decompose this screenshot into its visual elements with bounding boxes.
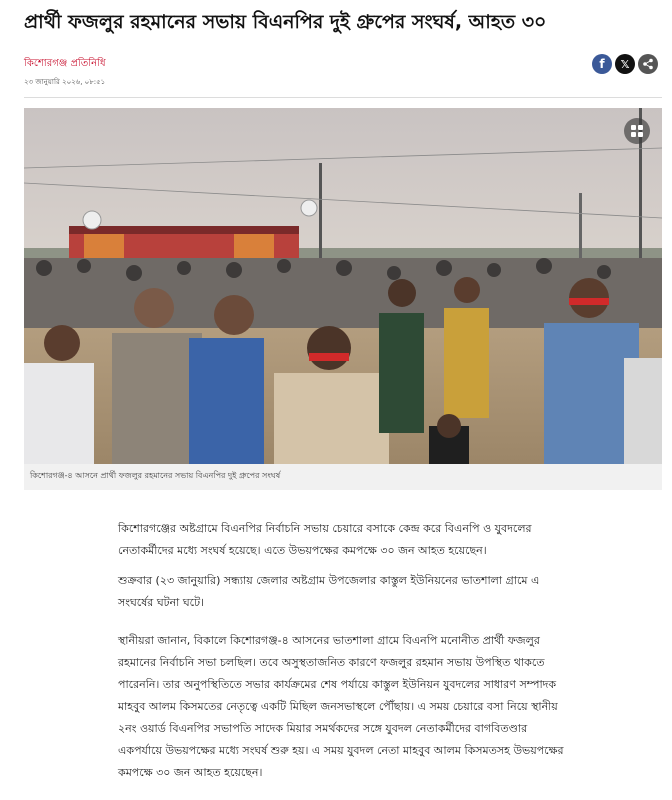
facebook-icon: f — [599, 57, 605, 71]
gallery-grid-icon — [631, 125, 643, 137]
share-icon — [642, 58, 654, 70]
article-headline: প্রার্থী ফজলুর রহমানের সভায় বিএনপির দুই গ্রুপের সংঘর্ষ, আহত ৩০ — [24, 11, 547, 33]
x-share-button[interactable] — [615, 54, 635, 74]
article-paragraph: স্থানীয়রা জানান, বিকালে কিশোরগঞ্জ-৪ আসনের ভাতশালা গ্রামে বিএনপি মনোনীত প্রার্থী ফজলুর রহমানের নির্বাচনি সভা চলছিল। তবে অসুস্থতাজনিত কারণে ফজলুর রহমান সভায় উপস্থিত থাকতে পারেননি। তার অনুপস্থিতিতে সভার কার্যক্রমের শেষ পর্যায়ে কাস্তুল ইউনিয়ন যুবদলের সাধারণ সম্পাদক মাহবুব আলম কিসমতের নেতৃত্বে একটি মিছিল জনসভাস্থলে পৌঁছায়। এ সময় চেয়ারে বসা নিয়ে স্থানীয় ২নং ওয়ার্ড বিএনপির সভাপতি সাদেক মিয়ার সমর্থকদের সঙ্গে যুবদল নেতাকর্মীদের বাগবিতণ্ডার একপর্যায়ে উভয়পক্ষের মধ্যে সংঘর্ষ শুরু হয়। এ সময় যুবদল নেতা মাহবুব আলম কিসমতসহ উভয়পক্ষের কমপক্ষে ৩০ জন আহত হয়েছেন। — [118, 634, 564, 779]
article-body — [118, 518, 570, 792]
lead-photo[interactable] — [24, 108, 662, 464]
lead-photo-image — [24, 108, 662, 464]
article-paragraph: কিশোরগঞ্জের অষ্টগ্রামে বিএনপির নির্বাচনি সভায় চেয়ারে বসাকে কেন্দ্র করে বিএনপি ও যুবদলের নেতাকর্মীদের মধ্যে সংঘর্ষ হয়েছে। এতে উভয়পক্ষের কমপক্ষে ৩০ জন আহত হয়েছেন। — [118, 522, 532, 557]
article-paragraph: শুক্রবার (২৩ জানুয়ারি) সন্ধ্যায় জেলার অষ্টগ্রাম উপজেলার কাস্তুল ইউনিয়নের ভাতশালা গ্রামে এ সংঘর্ষের ঘটনা ঘটে। — [118, 574, 540, 609]
author-byline[interactable]: কিশোরগঞ্জ প্রতিনিধি — [24, 58, 106, 69]
photo-caption: কিশোরগঞ্জ-৪ আসনে প্রার্থী ফজলুর রহমানের সভায় বিএনপির দুই গ্রুপের সংঘর্ষ — [24, 464, 662, 490]
share-bar — [592, 54, 658, 74]
x-icon: 𝕏 — [620, 57, 630, 71]
publish-date: ২৩ জানুয়ারি ২০২৬, ০৮:৫১ — [24, 78, 106, 86]
facebook-share-button[interactable] — [592, 54, 612, 74]
gallery-button[interactable] — [624, 118, 650, 144]
share-button[interactable] — [638, 54, 658, 74]
header-divider — [24, 97, 662, 98]
